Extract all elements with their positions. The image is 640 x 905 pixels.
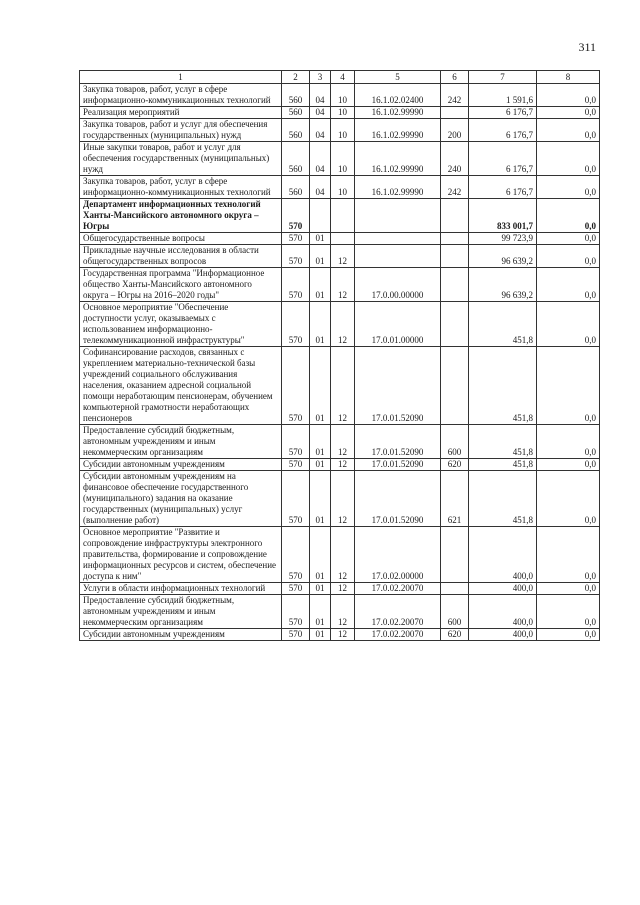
target-item-cell — [355, 233, 441, 245]
row-name-cell: Закупка товаров, работ и услуг для обеспечения государственных (муниципальных) нужд — [80, 119, 282, 142]
ministry-code-cell: 560 — [282, 142, 310, 176]
amount-cell: 451,8 — [469, 459, 537, 471]
target-item-cell: 17.0.01.00000 — [355, 302, 441, 347]
section-code-cell: 01 — [310, 459, 331, 471]
expense-type-cell: 620 — [441, 459, 469, 471]
ministry-code-cell: 570 — [282, 268, 310, 302]
ministry-code-cell: 570 — [282, 199, 310, 233]
section-code-cell: 04 — [310, 176, 331, 199]
subsection-code-cell: 12 — [331, 629, 355, 641]
subsection-code-cell: 12 — [331, 347, 355, 425]
expense-type-cell — [441, 347, 469, 425]
amount-cell: 6 176,7 — [469, 142, 537, 176]
table-row — [80, 425, 600, 459]
expense-type-cell: 242 — [441, 84, 469, 107]
amount-extra-cell: 0,0 — [537, 527, 600, 583]
amount-extra-cell: 0,0 — [537, 347, 600, 425]
section-code-cell: 01 — [310, 302, 331, 347]
table-row — [80, 302, 600, 347]
table-header-row — [80, 71, 600, 84]
column-header: 7 — [469, 71, 537, 84]
target-item-cell: 17.0.02.20070 — [355, 583, 441, 595]
amount-cell: 6 176,7 — [469, 119, 537, 142]
subsection-code-cell: 12 — [331, 245, 355, 268]
subsection-code-cell: 12 — [331, 268, 355, 302]
amount-cell: 451,8 — [469, 471, 537, 527]
expense-type-cell: 600 — [441, 595, 469, 629]
amount-cell: 400,0 — [469, 629, 537, 641]
subsection-code-cell — [331, 233, 355, 245]
row-name-cell: Общегосударственные вопросы — [80, 233, 282, 245]
subsection-code-cell: 10 — [331, 176, 355, 199]
amount-extra-cell: 0,0 — [537, 425, 600, 459]
expense-type-cell — [441, 245, 469, 268]
row-name-cell: Основное мероприятие "Обеспечение доступности услуг, оказываемых с использованием информационно-телекоммуникационной инфраструктуры" — [80, 302, 282, 347]
section-code-cell: 04 — [310, 107, 331, 119]
table-row — [80, 527, 600, 583]
section-code-cell: 01 — [310, 347, 331, 425]
target-item-cell: 17.0.01.52090 — [355, 425, 441, 459]
subsection-code-cell — [331, 199, 355, 233]
column-header: 5 — [355, 71, 441, 84]
expense-type-cell — [441, 268, 469, 302]
column-header: 8 — [537, 71, 600, 84]
section-code-cell: 01 — [310, 471, 331, 527]
target-item-cell — [355, 245, 441, 268]
expense-type-cell: 621 — [441, 471, 469, 527]
target-item-cell: 17.0.02.20070 — [355, 629, 441, 641]
ministry-code-cell: 570 — [282, 527, 310, 583]
budget-table — [79, 70, 600, 641]
amount-cell: 451,8 — [469, 347, 537, 425]
column-header: 2 — [282, 71, 310, 84]
column-header: 6 — [441, 71, 469, 84]
row-name-cell: Иные закупки товаров, работ и услуг для обеспечения государственных (муниципальных) нужд — [80, 142, 282, 176]
table-row — [80, 233, 600, 245]
amount-extra-cell: 0,0 — [537, 583, 600, 595]
expense-type-cell — [441, 199, 469, 233]
section-code-cell: 01 — [310, 629, 331, 641]
amount-cell: 1 591,6 — [469, 84, 537, 107]
amount-cell: 400,0 — [469, 595, 537, 629]
amount-cell: 451,8 — [469, 302, 537, 347]
target-item-cell — [355, 199, 441, 233]
amount-extra-cell: 0,0 — [537, 245, 600, 268]
expense-type-cell — [441, 107, 469, 119]
expense-type-cell: 620 — [441, 629, 469, 641]
amount-extra-cell: 0,0 — [537, 459, 600, 471]
ministry-code-cell: 560 — [282, 107, 310, 119]
table-row — [80, 268, 600, 302]
table-row — [80, 471, 600, 527]
section-code-cell — [310, 199, 331, 233]
amount-extra-cell: 0,0 — [537, 107, 600, 119]
row-name-cell: Реализация мероприятий — [80, 107, 282, 119]
column-header: 1 — [80, 71, 282, 84]
ministry-code-cell: 570 — [282, 425, 310, 459]
amount-cell: 96 639,2 — [469, 268, 537, 302]
subsection-code-cell: 10 — [331, 142, 355, 176]
row-name-cell: Прикладные научные исследования в области общегосударственных вопросов — [80, 245, 282, 268]
subsection-code-cell: 10 — [331, 84, 355, 107]
section-code-cell: 01 — [310, 527, 331, 583]
row-name-cell: Услуги в области информационных технологий — [80, 583, 282, 595]
target-item-cell: 16.1.02.99990 — [355, 176, 441, 199]
ministry-code-cell: 570 — [282, 459, 310, 471]
amount-extra-cell: 0,0 — [537, 629, 600, 641]
amount-extra-cell: 0,0 — [537, 84, 600, 107]
amount-cell: 833 001,7 — [469, 199, 537, 233]
subsection-code-cell: 12 — [331, 471, 355, 527]
section-code-cell: 01 — [310, 233, 331, 245]
subsection-code-cell: 12 — [331, 459, 355, 471]
amount-cell: 6 176,7 — [469, 107, 537, 119]
target-item-cell: 17.0.02.20070 — [355, 595, 441, 629]
subsection-code-cell: 12 — [331, 583, 355, 595]
target-item-cell: 17.0.01.52090 — [355, 347, 441, 425]
expense-type-cell: 240 — [441, 142, 469, 176]
expense-type-cell: 242 — [441, 176, 469, 199]
row-name-cell: Закупка товаров, работ, услуг в сфере информационно-коммуникационных технологий — [80, 84, 282, 107]
section-code-cell: 01 — [310, 268, 331, 302]
table-row — [80, 84, 600, 107]
expense-type-cell — [441, 583, 469, 595]
amount-extra-cell: 0,0 — [537, 268, 600, 302]
subsection-code-cell: 10 — [331, 119, 355, 142]
ministry-code-cell: 570 — [282, 233, 310, 245]
row-name-cell: Субсидии автономным учреждениям — [80, 629, 282, 641]
amount-extra-cell: 0,0 — [537, 176, 600, 199]
subsection-code-cell: 12 — [331, 425, 355, 459]
section-code-cell: 04 — [310, 84, 331, 107]
amount-extra-cell: 0,0 — [537, 119, 600, 142]
amount-cell: 400,0 — [469, 583, 537, 595]
expense-type-cell — [441, 527, 469, 583]
target-item-cell: 17.0.01.52090 — [355, 471, 441, 527]
amount-extra-cell: 0,0 — [537, 595, 600, 629]
ministry-code-cell: 570 — [282, 245, 310, 268]
expense-type-cell — [441, 302, 469, 347]
expense-type-cell: 600 — [441, 425, 469, 459]
table-row — [80, 629, 600, 641]
table-row — [80, 119, 600, 142]
target-item-cell: 16.1.02.02400 — [355, 84, 441, 107]
row-name-cell: Предоставление субсидий бюджетным, автономным учреждениям и иным некоммерческим организациям — [80, 425, 282, 459]
ministry-code-cell: 560 — [282, 119, 310, 142]
amount-extra-cell: 0,0 — [537, 233, 600, 245]
ministry-code-cell: 560 — [282, 176, 310, 199]
ministry-code-cell: 570 — [282, 583, 310, 595]
section-code-cell: 01 — [310, 425, 331, 459]
amount-extra-cell: 0,0 — [537, 302, 600, 347]
row-name-cell: Закупка товаров, работ, услуг в сфере информационно-коммуникационных технологий — [80, 176, 282, 199]
target-item-cell: 17.0.00.00000 — [355, 268, 441, 302]
expense-type-cell — [441, 233, 469, 245]
target-item-cell: 16.1.02.99990 — [355, 119, 441, 142]
amount-cell: 6 176,7 — [469, 176, 537, 199]
section-code-cell: 01 — [310, 583, 331, 595]
subsection-code-cell: 12 — [331, 302, 355, 347]
ministry-code-cell: 570 — [282, 595, 310, 629]
table-row — [80, 595, 600, 629]
table-row — [80, 583, 600, 595]
amount-cell: 451,8 — [469, 425, 537, 459]
target-item-cell: 16.1.02.99990 — [355, 107, 441, 119]
subsection-code-cell: 12 — [331, 527, 355, 583]
subsection-code-cell: 12 — [331, 595, 355, 629]
table-row — [80, 459, 600, 471]
target-item-cell: 17.0.02.00000 — [355, 527, 441, 583]
section-code-cell: 04 — [310, 119, 331, 142]
table-row — [80, 107, 600, 119]
subsection-code-cell: 10 — [331, 107, 355, 119]
expense-type-cell: 200 — [441, 119, 469, 142]
ministry-code-cell: 570 — [282, 629, 310, 641]
target-item-cell: 16.1.02.99990 — [355, 142, 441, 176]
amount-extra-cell: 0,0 — [537, 199, 600, 233]
table-row — [80, 142, 600, 176]
target-item-cell: 17.0.01.52090 — [355, 459, 441, 471]
row-name-cell: Государственная программа "Информационное общество Ханты-Мансийского автономного округа – Югры на 2016–2020 годы" — [80, 268, 282, 302]
section-code-cell: 04 — [310, 142, 331, 176]
table-row — [80, 245, 600, 268]
amount-cell: 400,0 — [469, 527, 537, 583]
column-header: 3 — [310, 71, 331, 84]
section-code-cell: 01 — [310, 245, 331, 268]
table-row — [80, 176, 600, 199]
table-row — [80, 199, 600, 233]
table-row — [80, 347, 600, 425]
column-header: 4 — [331, 71, 355, 84]
section-code-cell: 01 — [310, 595, 331, 629]
ministry-code-cell: 570 — [282, 347, 310, 425]
row-name-cell: Субсидии автономным учреждениям — [80, 459, 282, 471]
row-name-cell: Основное мероприятие "Развитие и сопровождение инфраструктуры электронного правительства, формирование и сопровождение информационных ресурсов и систем, обеспечение доступа к ним" — [80, 527, 282, 583]
ministry-code-cell: 570 — [282, 471, 310, 527]
amount-cell: 99 723,9 — [469, 233, 537, 245]
ministry-code-cell: 570 — [282, 302, 310, 347]
amount-extra-cell: 0,0 — [537, 471, 600, 527]
row-name-cell: Предоставление субсидий бюджетным, автономным учреждениям и иным некоммерческим организациям — [80, 595, 282, 629]
amount-cell: 96 639,2 — [469, 245, 537, 268]
ministry-code-cell: 560 — [282, 84, 310, 107]
page-number: 311 — [578, 40, 596, 54]
row-name-cell: Софинансирование расходов, связанных с укреплением материально-технической базы учреждений социального обслуживания населения, оказанием адресной социальной помощи неработающим пенсионерам, обучением компьютерной грамотности неработающих пенсионеров — [80, 347, 282, 425]
row-name-cell: Субсидии автономным учреждениям на финансовое обеспечение государственного (муниципального) задания на оказание государственных (муниципальных) услуг (выполнение работ) — [80, 471, 282, 527]
amount-extra-cell: 0,0 — [537, 142, 600, 176]
row-name-cell: Департамент информационных технологий Ханты-Мансийского автономного округа – Югры — [80, 199, 282, 233]
